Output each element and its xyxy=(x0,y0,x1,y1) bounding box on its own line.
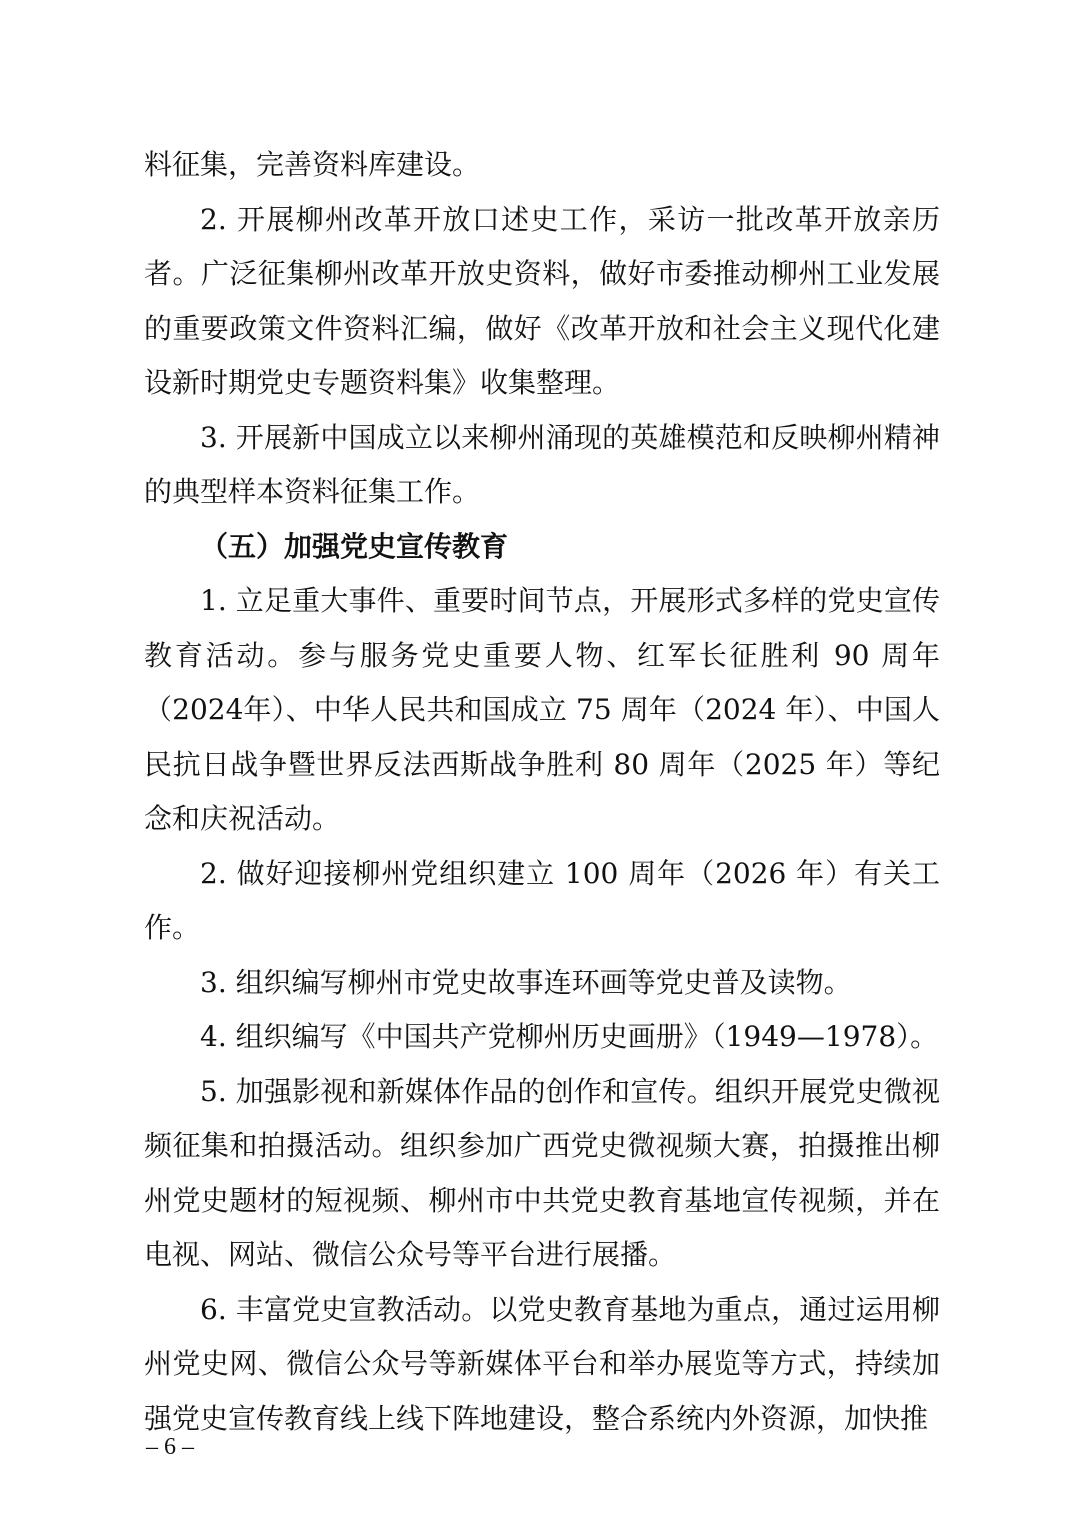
paragraph-item-4-album: 4. 组织编写《中国共产党柳州历史画册》（1949—1978）。 xyxy=(200,1020,939,1053)
section-heading: （五）加强党史宣传教育 xyxy=(200,529,509,563)
page-number: – 6 – xyxy=(146,1434,194,1460)
paragraph-item-5-media: 5. 加强影视和新媒体作品的创作和宣传。组织开展党史微视频征集和拍摄活动。组织参加广西党史微视频大赛，拍摄推出柳州党史题材的短视频、柳州市中共党史教育基地宣传视频，并在电视、网站、微信公众号等平台进行展播。 xyxy=(144,1074,940,1271)
paragraph-item-1-events: 1. 立足重大事件、重要时间节点，开展形式多样的党史宣传教育活动。参与服务党史重要人物、红军长征胜利 90 周年（2024年）、中华人民共和国成立 75 周年（2024 年）、中国人民抗日战争暨世界反法西斯战争胜利 80 周年（2025 年）等纪念和庆祝活动。 xyxy=(144,584,940,835)
paragraph-item-6-activities: 6. 丰富党史宣教活动。以党史教育基地为重点，通过运用柳州党史网、微信公众号等新媒体平台和举办展览等方式，持续加强党史宣传教育线上线下阵地建设，整合系统内外资源，加快推 xyxy=(144,1292,940,1435)
paragraph-item-3-heroes: 3. 开展新中国成立以来柳州涌现的英雄模范和反映柳州精神的典型样本资料征集工作。 xyxy=(144,420,940,508)
body-text xyxy=(144,138,940,1446)
paragraph-continued: 料征集，完善资料库建设。 xyxy=(144,148,481,181)
paragraph-item-2-anniversary: 2. 做好迎接柳州党组织建立 100 周年（2026 年）有关工作。 xyxy=(144,856,940,944)
paragraph-item-2-oral-history: 2. 开展柳州改革开放口述史工作，采访一批改革开放亲历者。广泛征集柳州改革开放史资料，做好市委推动柳州工业发展的重要政策文件资料汇编，做好《改革开放和社会主义现代化建设新时期党史专题资料集》收集整理。 xyxy=(144,202,940,399)
paragraph-item-3-comics: 3. 组织编写柳州市党史故事连环画等党史普及读物。 xyxy=(200,965,852,999)
